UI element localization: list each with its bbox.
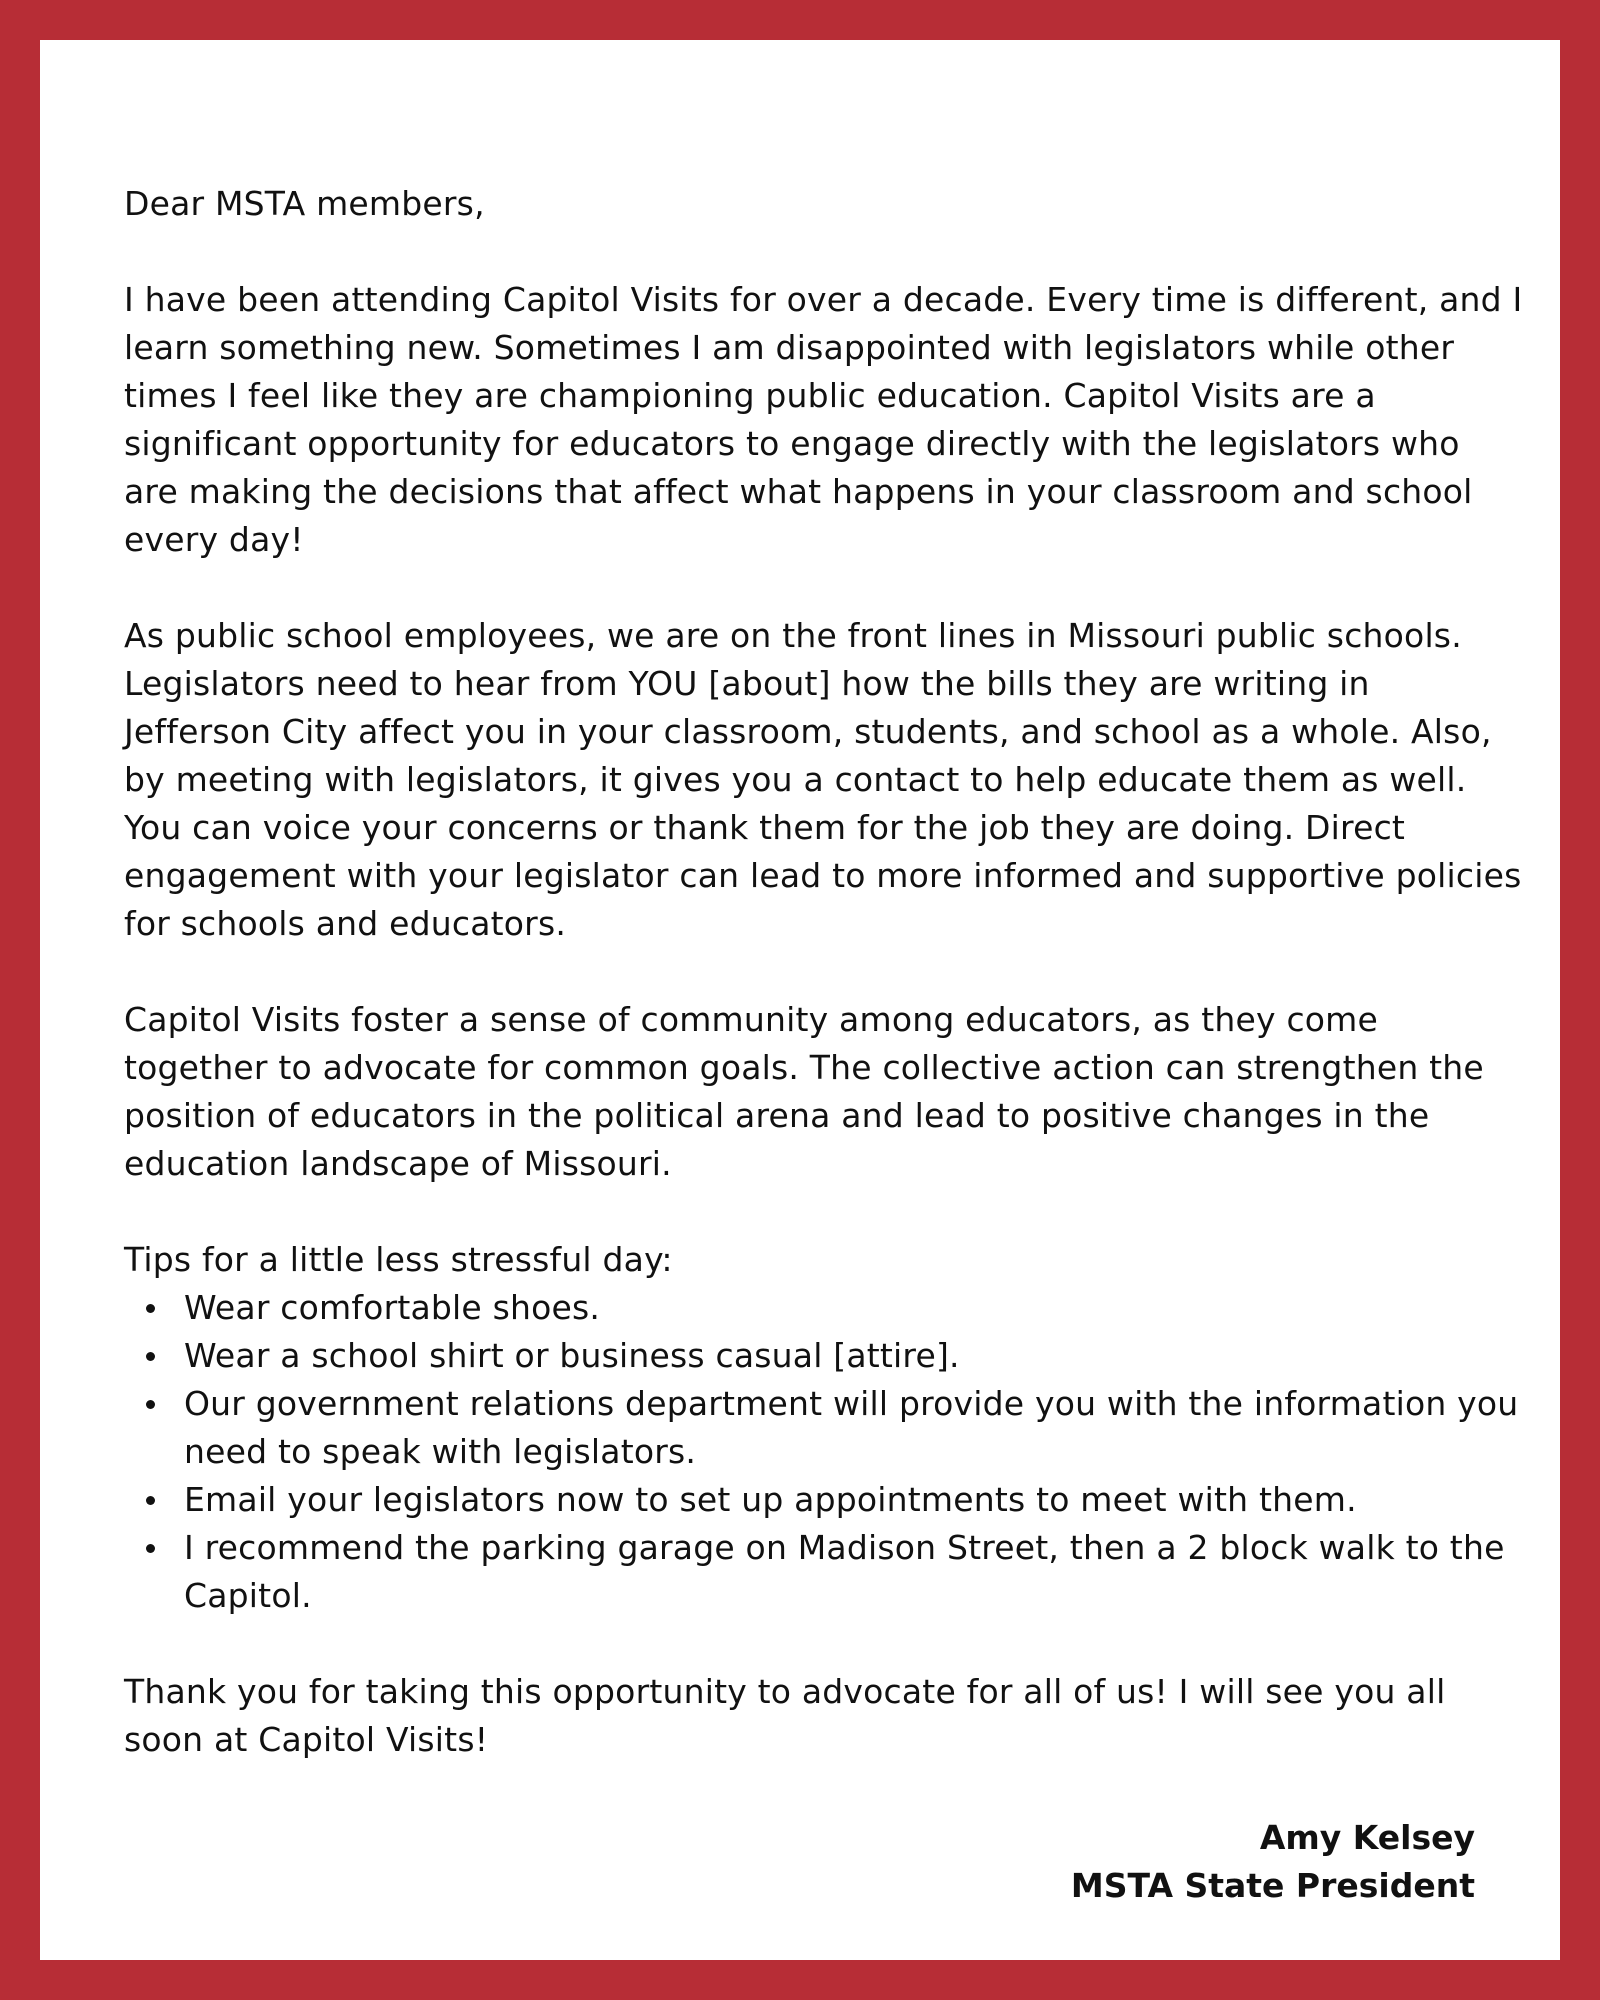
bullet-icon bbox=[146, 1544, 155, 1553]
list-item bbox=[124, 1332, 1524, 1380]
paragraph-front-lines: As public school employees, we are on the front lines in Missouri public schools. Legislators need to hear from YOU [about] how the bills they are writing in Jefferson City affect you in your classroom, students, and school as a whole. Also, by meeting with legislators, it gives you a contact to help educate them as well. You can voice your concerns or thank them for the job they are doing. Direct engagement with your legislator can lead to more informed and supportive policies for schools and educators. bbox=[124, 616, 1522, 943]
paragraph-capitol-visits-experience: I have been attending Capitol Visits for over a decade. Every time is different, and I learn something new. Sometimes I am disappointed with legislators while other times I feel like they are championing public education. Capitol Visits are a significant opportunity for educators to engage directly with the legislators who are making the decisions that affect what happens in your classroom and school every day! bbox=[124, 280, 1523, 559]
tips-list bbox=[124, 1284, 1524, 1620]
signature-block bbox=[1071, 1814, 1475, 1910]
bullet-icon bbox=[146, 1352, 155, 1361]
closing-paragraph: Thank you for taking this opportunity to advocate for all of us! I will see you all soon at Capitol Visits! bbox=[124, 1672, 1446, 1759]
bullet-icon bbox=[146, 1400, 155, 1409]
bullet-icon bbox=[146, 1304, 155, 1313]
paragraph-community: Capitol Visits foster a sense of community among educators, as they come together to advocate for common goals. The collective action can strengthen the position of educators in the political arena and lead to positive changes in the education landscape of Missouri. bbox=[124, 1000, 1484, 1183]
tips-heading: Tips for a little less stressful day: bbox=[124, 1240, 673, 1279]
signature-name: Amy Kelsey bbox=[1259, 1818, 1475, 1857]
list-item bbox=[124, 1284, 1524, 1332]
list-item bbox=[124, 1524, 1524, 1620]
list-item bbox=[124, 1380, 1524, 1476]
letter-body bbox=[124, 180, 1524, 1764]
letter-page bbox=[40, 40, 1560, 1960]
tip-text: I recommend the parking garage on Madison Street, then a 2 block walk to the Capitol. bbox=[184, 1528, 1505, 1615]
tip-text: Email your legislators now to set up appointments to meet with them. bbox=[184, 1480, 1357, 1519]
tip-text: Wear a school shirt or business casual [attire]. bbox=[184, 1336, 960, 1375]
tip-text: Wear comfortable shoes. bbox=[184, 1288, 601, 1327]
bullet-icon bbox=[146, 1496, 155, 1505]
signature-title: MSTA State President bbox=[1070, 1866, 1475, 1905]
salutation: Dear MSTA members, bbox=[124, 184, 485, 223]
list-item bbox=[124, 1476, 1524, 1524]
tip-text: Our government relations department will provide you with the information you need to speak with legislators. bbox=[184, 1384, 1519, 1471]
